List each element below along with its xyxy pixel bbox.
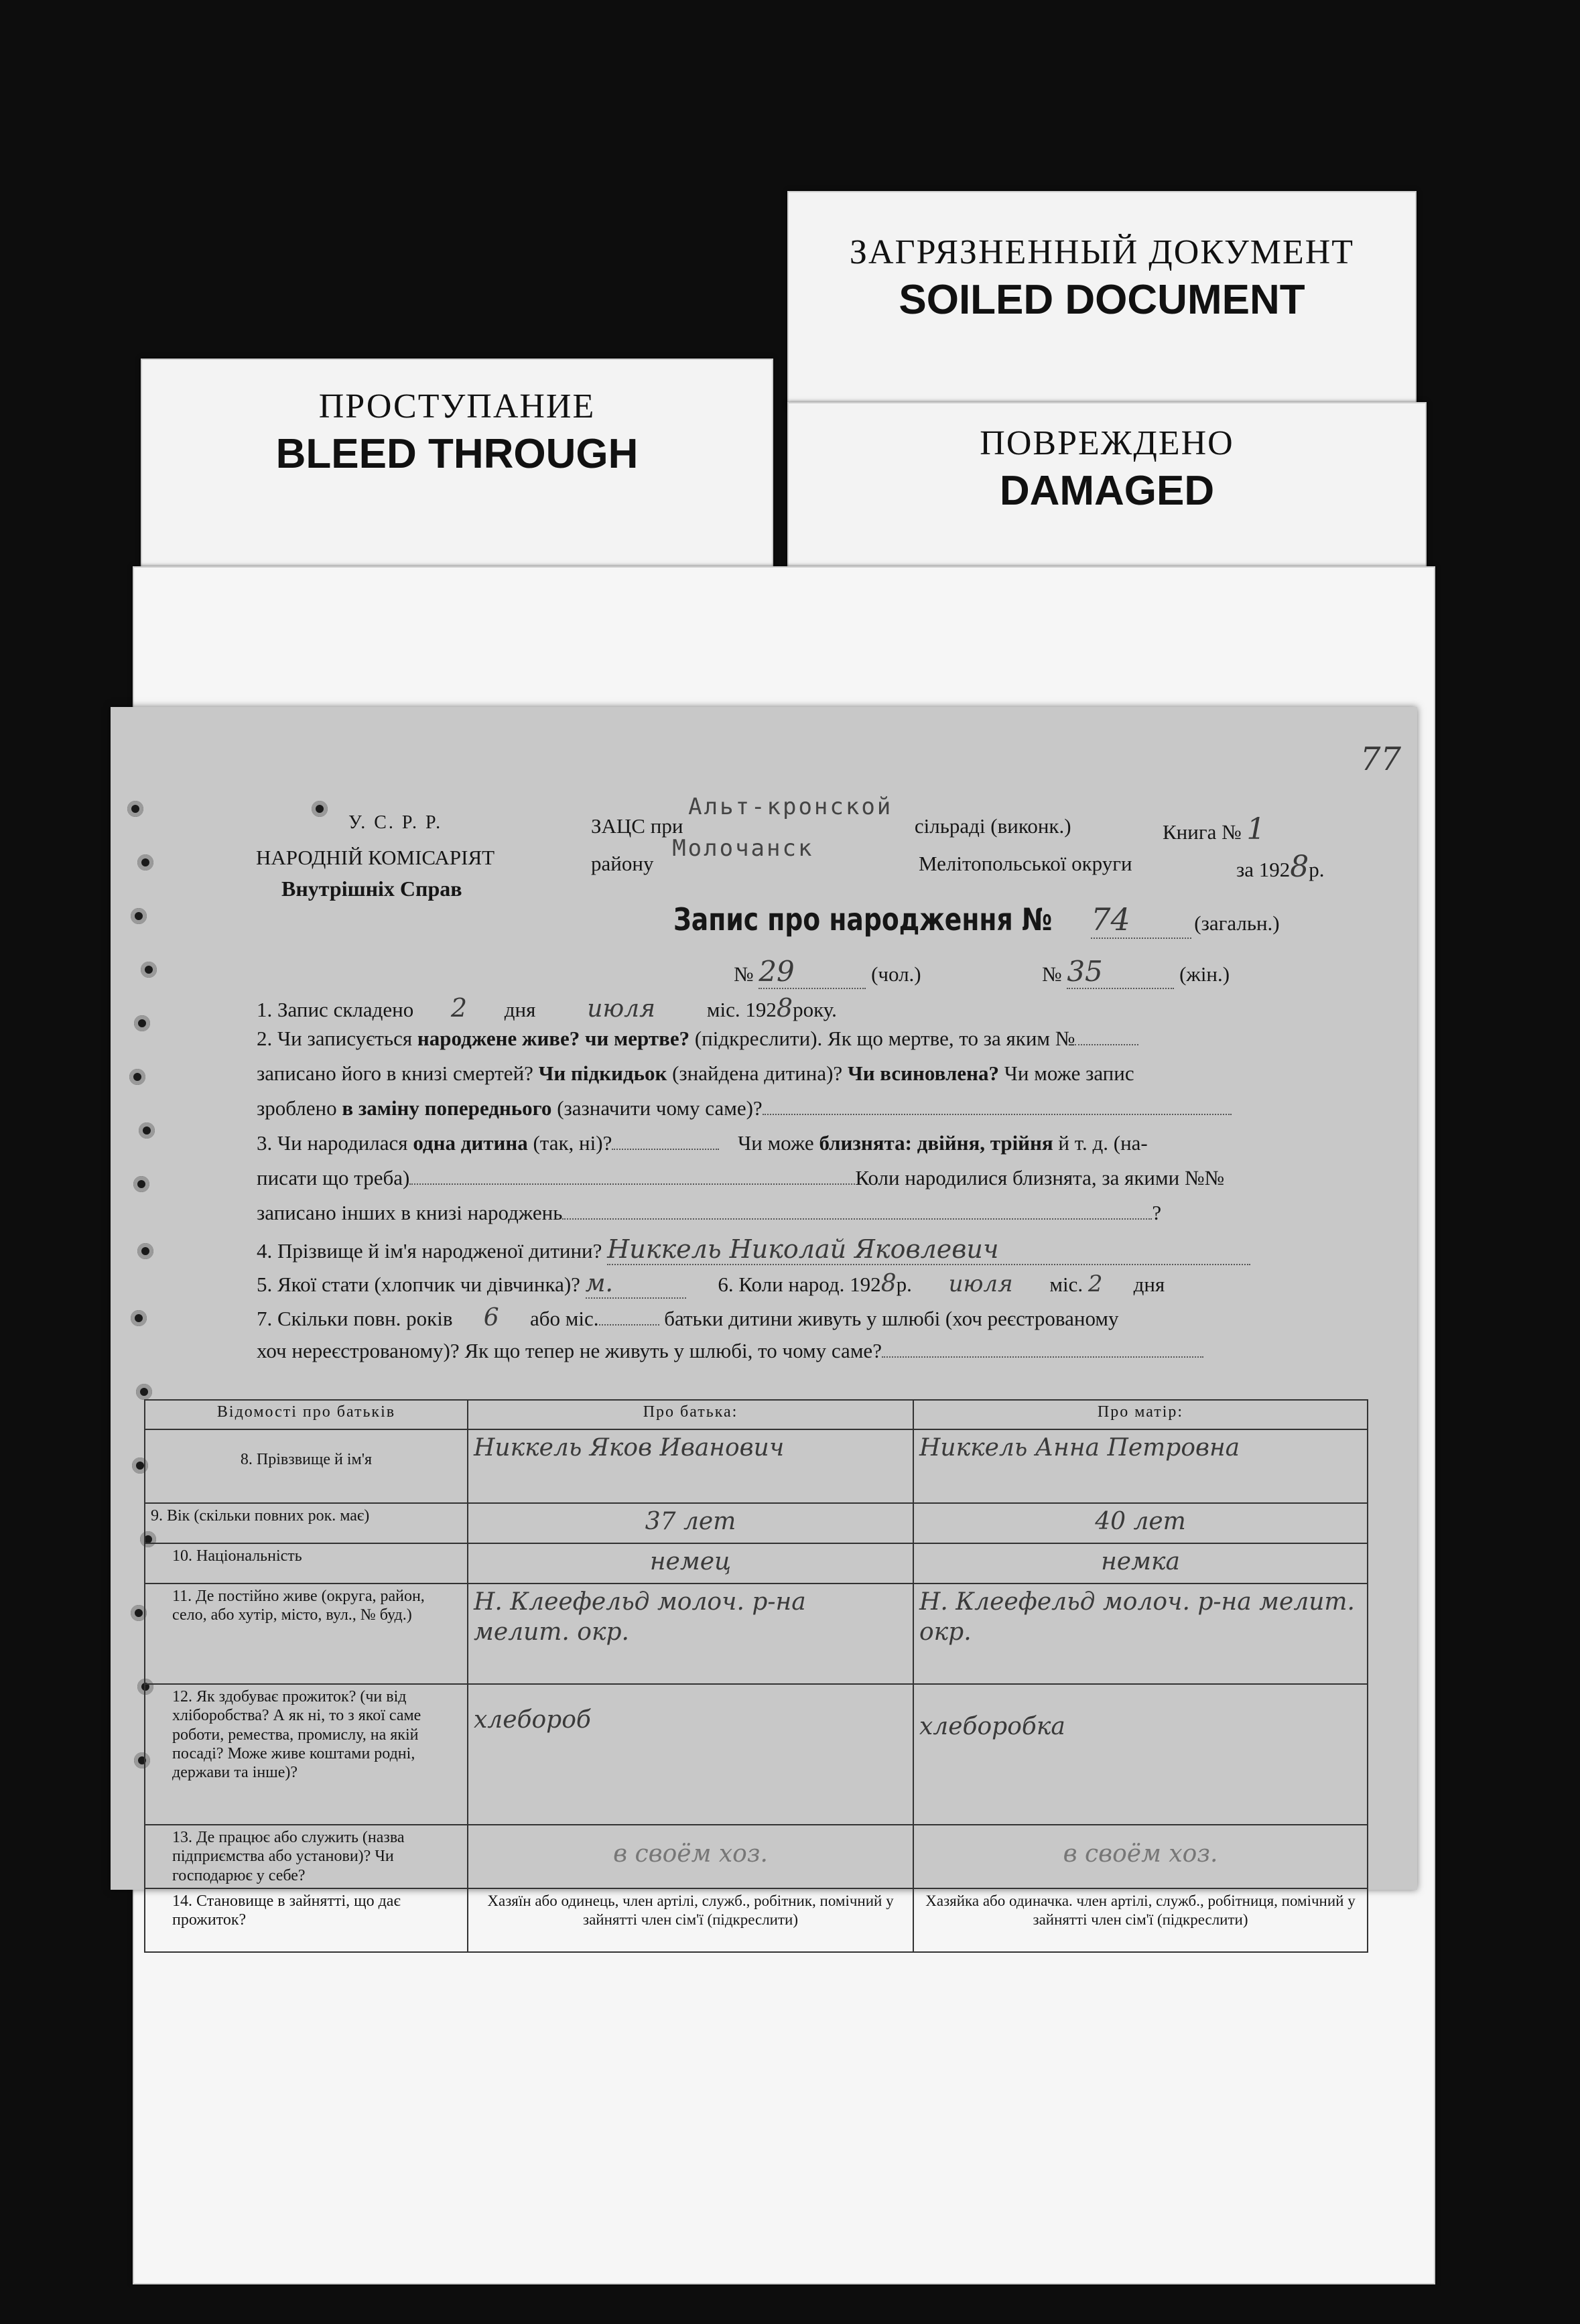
year-line [1236,850,1325,884]
question-3-line2: писати що треба) Коли народилися близнята, за якими №№ [257,1166,1225,1189]
mother-age: 40 лет [913,1503,1368,1543]
zhin-no-label: № [1042,962,1062,986]
col-header-mother: Про матір: [913,1400,1368,1429]
question-2-line2: записано його в книзі смертей? Чи підкидьок (знайдена дитина)? Чи всиновлена? Чи може запис [257,1061,1134,1085]
record-title-line [673,901,1280,939]
zhin-number: 35 [1067,955,1174,989]
row-label-workplace: 13. Де працює або служить (назва підприємства або установи)? Чи господарює у себе? [145,1825,468,1888]
row-label-residence: 11. Де постійно живе (округа, район, село, або хутір, місто, вул., № буд.) [145,1584,468,1684]
raion-line [591,835,1132,877]
header-internal-affairs: Внутрішніх Справ [281,877,462,901]
child-name: Никкель Николай Яковлевич [607,1234,1250,1265]
chol-line [734,955,921,989]
mother-name: Никкель Анна Петровна [913,1429,1368,1503]
zhin-line [1042,955,1230,989]
zhin-label: (жін.) [1179,962,1230,986]
damaged-en-label: DAMAGED [999,468,1215,514]
question-4: 4. Прізвище й ім'я народженої дитини? Никкель Николай Яковлевич [257,1234,1250,1265]
question-3-line3: записано інших в книзі народжень ? [257,1201,1162,1224]
village-stamp: Альт-кронской [688,793,893,820]
book-line [1163,812,1265,846]
mother-workplace: в своём хоз. [913,1825,1368,1888]
chol-number: 29 [759,955,866,989]
okrug-label: Мелітопольської округи [918,852,1132,875]
father-age: 37 лет [468,1503,913,1543]
mother-nationality: немка [913,1543,1368,1584]
zags-prefix: ЗАЦС при [591,814,683,838]
child-sex: м. [586,1270,686,1299]
mother-employment: Хазяйка або одиначка. член артілі, служб., робітниця, помічний у зайнятті член сім'ї (підкреслити) [913,1888,1368,1952]
raion-label: району [591,852,654,875]
soiled-en-label: SOILED DOCUMENT [899,277,1305,323]
header-usrr: У. С. Р. Р. [348,812,443,833]
father-livelihood: хлебороб [468,1684,913,1825]
year-suffix: р. [1309,858,1325,881]
row-label-livelihood: 12. Як здобуває прожиток? (чи від хліборобства? А як ні, то з якої саме роботи, ремества, промислу, на якій посаді? Може живе коштами родні, держави та інше)? [145,1684,468,1825]
mother-residence: Н. Клеефельд молоч. р-на мелит. окр. [913,1584,1368,1684]
soiled-document-flag [787,191,1417,408]
damaged-ru-label: ПОВРЕЖДЕНО [980,424,1234,462]
year-label: за 192 [1236,858,1291,881]
question-5-6: 5. Якої стати (хлопчик чи дівчинка)? м. 6. Коли народ. 1928р. июля міс. 2 дня [257,1270,1165,1297]
father-workplace: в своём хоз. [468,1825,913,1888]
chol-no-label: № [734,962,754,986]
question-7-line2: хоч нереєстрованому)? Як що тепер не живуть у шлюбі, то чому саме? [257,1339,1203,1363]
silradi-label: сільраді (виконк.) [914,814,1071,838]
col-header-info: Відомості про батьків [145,1400,468,1429]
question-2-line1: 2. Чи записується народжене живе? чи мертве? (підкреслити). Як що мертве, то за яким № [257,1027,1138,1051]
bleed-en-label: BLEED THROUGH [275,431,639,477]
record-title: Запис про народження № [673,901,1053,938]
row-label-name: 8. Прівзвище й ім'я [145,1429,468,1503]
question-3-line1: 3. Чи народилася одна дитина (так, ні)? Чи може близнята: двійня, трійня й т. д. (на- [257,1131,1148,1155]
corner-number: 77 [1360,740,1402,778]
mother-livelihood: хлеборобка [913,1684,1368,1825]
book-label: Книга № [1163,820,1242,844]
father-nationality: немец [468,1543,913,1584]
zagaln-label: (загальн.) [1194,911,1280,935]
question-1: 1. Запис складено 2 дня июля міс. 1928року. [257,993,837,1023]
col-header-father: Про батька: [468,1400,913,1429]
record-number: 74 [1091,901,1191,939]
question-2-line3: зроблено в заміну попереднього (зазначити чому саме)? [257,1096,1232,1120]
question-7-line1: 7. Скільки повн. років 6 або міс. батьки дитини живуть у шлюбі (хоч реєстрованому [257,1304,1119,1332]
row-label-nationality: 10. Національність [145,1543,468,1584]
parents-table [144,1399,1368,1953]
bleed-ru-label: ПРОСТУПАНИЕ [318,387,596,426]
raion-stamp: Молочанск [672,835,814,862]
row-label-employment: 14. Становище в зайнятті, що дає прожиток? [145,1888,468,1952]
father-employment: Хазяїн або одинець, член артілі, служб., робітник, помічний у зайнятті член сім'ї (підкреслити) [468,1888,913,1952]
father-residence: Н. Клеефельд молоч. р-на мелит. окр. [468,1584,913,1684]
soiled-ru-label: ЗАГРЯЗНЕННЫЙ ДОКУМЕНТ [849,233,1355,271]
header-commissariat: НАРОДНІЙ КОМІСАРІЯТ [256,846,495,869]
book-value: 1 [1246,812,1266,846]
year-value: 8 [1290,850,1309,884]
row-label-age: 9. Вік (скільки повних рок. має) [145,1503,468,1543]
chol-label: (чол.) [871,962,921,986]
father-name: Никкель Яков Иванович [468,1429,913,1503]
